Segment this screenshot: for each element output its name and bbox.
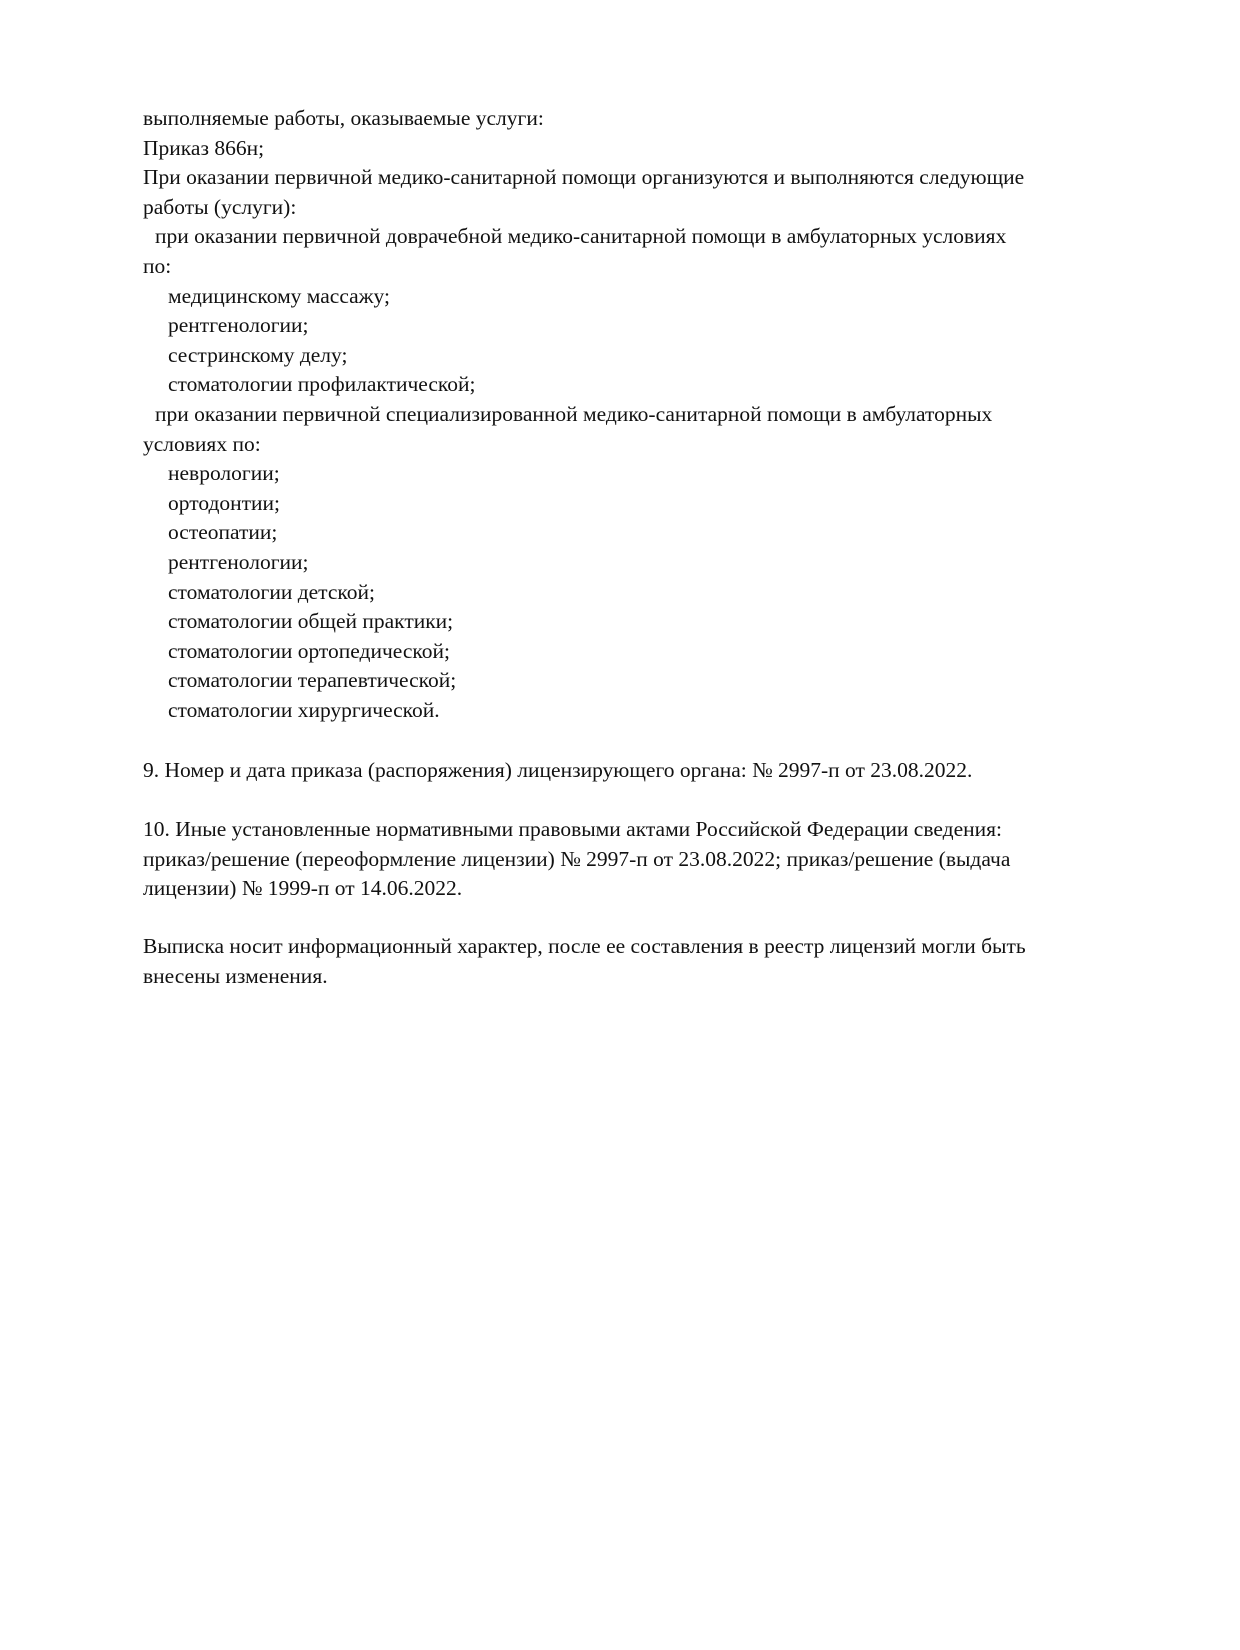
list-item: неврологии; xyxy=(168,461,280,486)
services-intro-line: При оказании первичной медико-санитарной помощи организуются и выполняются следующие xyxy=(143,165,1025,190)
prehospital-care-heading: при оказании первичной доврачебной медико-санитарной помощи в амбулаторных условиях xyxy=(155,224,1007,249)
prehospital-care-heading-cont: по: xyxy=(143,253,172,278)
list-item: медицинскому массажу; xyxy=(168,283,390,308)
list-item: ортодонтии; xyxy=(168,490,281,515)
disclaimer-line: Выписка носит информационный характер, после ее составления в реестр лицензий могли быть xyxy=(143,934,1026,958)
other-info-line: лицензии) № 1999-п от 14.06.2022. xyxy=(143,876,463,901)
other-info-line: приказ/решение (переоформление лицензии) № 2997-п от 23.08.2022; приказ/решение (выдача xyxy=(143,846,1011,871)
list-item: рентгенологии; xyxy=(168,549,309,574)
services-intro-line: работы (услуги): xyxy=(143,194,297,219)
services-heading: выполняемые работы, оказываемые услуги: xyxy=(143,106,544,130)
list-item: стоматологии ортопедической; xyxy=(168,638,451,663)
disclaimer-line: внесены изменения. xyxy=(143,963,328,988)
list-item: стоматологии общей практики; xyxy=(168,609,454,634)
list-item: рентгенологии; xyxy=(168,313,309,338)
list-item: стоматологии профилактической; xyxy=(168,372,476,397)
section-9-order-number xyxy=(143,756,1143,786)
list-item: стоматологии хирургической. xyxy=(168,697,440,722)
order-number-text: 9. Номер и дата приказа (распоряжения) лицензирующего органа: № 2997-п от 23.08.2022. xyxy=(143,758,973,782)
order-reference: Приказ 866н; xyxy=(143,135,265,160)
list-item: сестринскому делу; xyxy=(168,342,348,367)
other-info-line: 10. Иные установленные нормативными правовыми актами Российской Федерации сведения: xyxy=(143,817,1002,841)
list-item: стоматологии детской; xyxy=(168,579,375,604)
specialized-care-heading-cont: условиях по: xyxy=(143,431,261,456)
list-item: остеопатии; xyxy=(168,520,278,545)
list-item: стоматологии терапевтической; xyxy=(168,668,457,693)
disclaimer-note xyxy=(143,932,1143,991)
services-section xyxy=(143,104,1143,725)
section-10-other-info xyxy=(143,815,1143,904)
specialized-care-heading: при оказании первичной специализированной медико-санитарной помощи в амбулаторных xyxy=(155,401,993,426)
